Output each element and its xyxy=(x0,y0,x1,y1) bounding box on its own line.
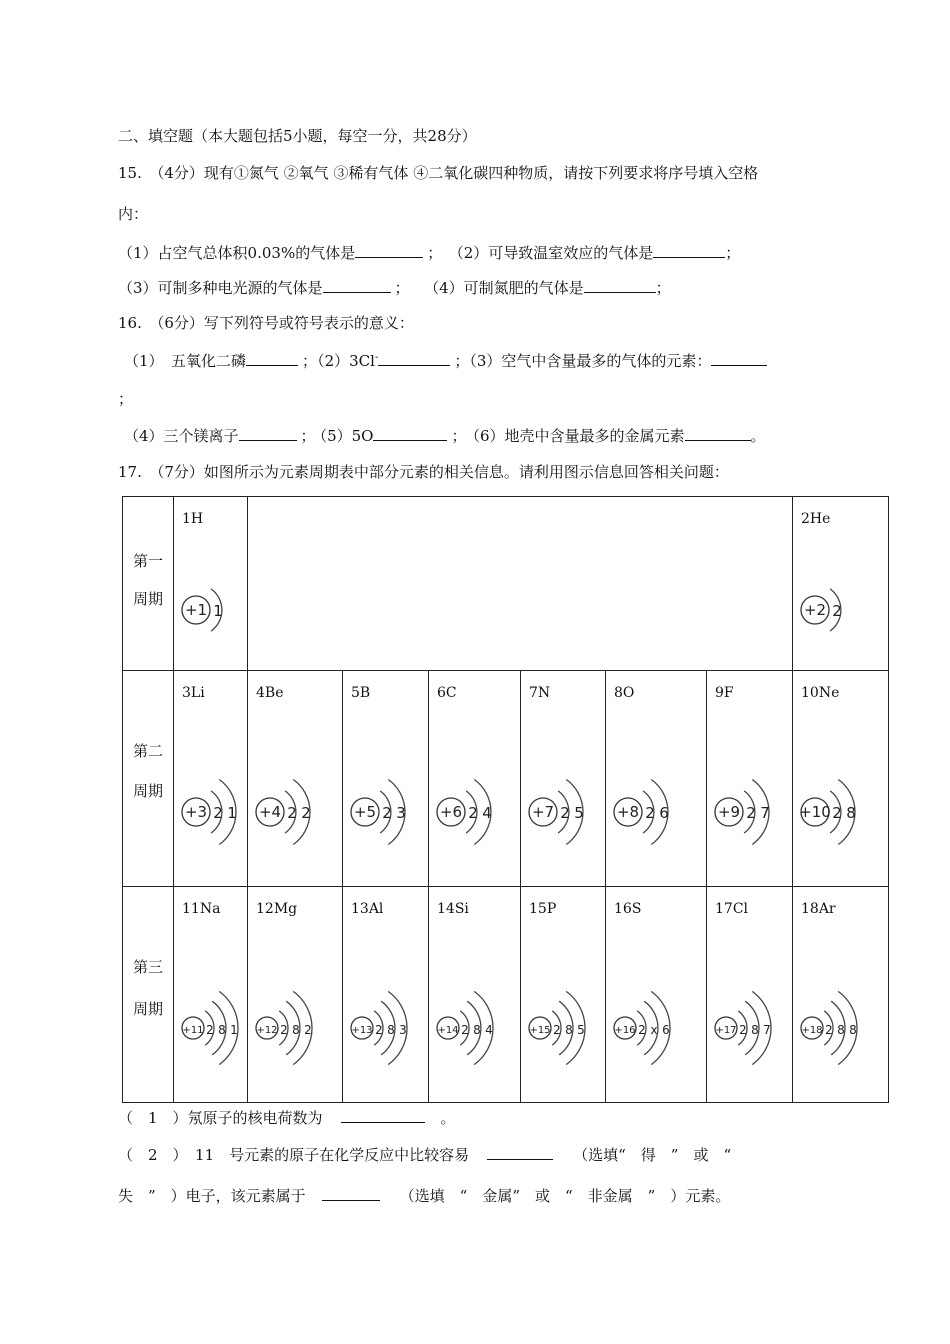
period-label-2 xyxy=(123,671,174,887)
q16-blank6[interactable] xyxy=(685,424,751,441)
element-cell xyxy=(343,671,429,887)
electron-count: 2 xyxy=(560,804,570,822)
element-symbol: 7N xyxy=(529,685,551,701)
electron-count: 2 xyxy=(825,1023,833,1037)
q16-p5: （5）5O xyxy=(319,427,374,445)
nucleus-charge: +18 xyxy=(801,1025,823,1036)
q15-sep2: ； xyxy=(394,279,410,297)
q16-stem: 16. （6分）写下列符号或符号表示的意义： xyxy=(118,314,414,332)
atom-structure-diagram xyxy=(608,983,698,1073)
q15-blank4[interactable] xyxy=(584,276,656,293)
element-cell xyxy=(521,887,606,1103)
q15-p3: （3）可制多种电光源的气体是 xyxy=(118,279,323,297)
nucleus-charge: +1 xyxy=(184,601,208,619)
nucleus-charge: +14 xyxy=(437,1025,459,1036)
electron-count: 2 xyxy=(301,804,311,822)
element-symbol: 15P xyxy=(529,901,557,917)
period-1-a: 第一 xyxy=(132,552,163,570)
element-cell xyxy=(793,671,889,887)
element-cell xyxy=(248,671,343,887)
q15-blank2[interactable] xyxy=(653,241,725,258)
q15-stem: 15. （4分）现有①氮气 ②氧气 ③稀有气体 ④二氧化碳四种物质，请按下列要求将序号填入空格 xyxy=(118,164,759,182)
period-1-b: 周期 xyxy=(132,590,163,608)
electron-count: 1 xyxy=(230,1023,238,1037)
nucleus-charge: +4 xyxy=(258,803,282,821)
q16-p3: （3）空气中含量最多的气体的元素： xyxy=(469,352,712,370)
electron-count: 7 xyxy=(760,804,770,822)
atom-structure-diagram xyxy=(431,767,521,857)
element-cell xyxy=(793,497,889,671)
electron-count: 2 xyxy=(739,1023,747,1037)
period-3-a: 第三 xyxy=(132,958,163,976)
atom-structure-diagram xyxy=(709,767,799,857)
q16-semi-wrap: ； xyxy=(118,390,134,408)
element-cell xyxy=(521,671,606,887)
q15-blank1[interactable] xyxy=(355,241,423,258)
nucleus-charge: +17 xyxy=(715,1025,737,1036)
electron-count: 2 xyxy=(382,804,392,822)
q15-p2: （2）可导致温室效应的气体是 xyxy=(456,244,654,262)
period-2-b: 周期 xyxy=(132,782,163,800)
q17-a1-text: （ 1 ）氖原子的核电荷数为 xyxy=(118,1109,323,1127)
atom-structure-diagram xyxy=(608,767,698,857)
q17-a3 xyxy=(118,1184,730,1206)
element-cell xyxy=(174,497,248,671)
electron-count: 4 xyxy=(482,804,492,822)
electron-count: 2 xyxy=(206,1023,214,1037)
nucleus-charge: +11 xyxy=(182,1025,204,1036)
q15-stem2: 内： xyxy=(118,205,149,223)
nucleus-charge: +5 xyxy=(353,803,377,821)
q15-p1: （1）占空气总体积0.03%的气体是 xyxy=(118,244,356,262)
electron-count: 2 xyxy=(375,1023,383,1037)
element-symbol: 16S xyxy=(614,901,642,917)
element-cell xyxy=(174,887,248,1103)
electron-count: 2 xyxy=(304,1023,312,1037)
electron-count: 8 xyxy=(849,1023,857,1037)
element-symbol: 17Cl xyxy=(715,901,749,917)
electron-count: 1 xyxy=(213,602,223,620)
electron-count: 6 xyxy=(659,804,669,822)
atom-structure-diagram xyxy=(250,767,340,857)
element-symbol: 3Li xyxy=(182,685,205,701)
element-cell xyxy=(248,887,343,1103)
electron-count: 2 xyxy=(746,804,756,822)
element-cell xyxy=(174,671,248,887)
q15-line2 xyxy=(118,276,671,298)
q17-a3-tail: （选填 “ 金属” 或 “ 非金属 ” ）元素。 xyxy=(399,1187,731,1205)
element-cell xyxy=(429,887,521,1103)
element-cell xyxy=(606,887,707,1103)
q17-a2-tail: （选填“ 得 ” 或 “ xyxy=(573,1146,732,1164)
nucleus-charge: +3 xyxy=(184,803,208,821)
q16-semi4: ； xyxy=(451,427,467,445)
nucleus-charge: +16 xyxy=(614,1025,636,1036)
element-symbol: 4Be xyxy=(256,685,284,701)
element-cell xyxy=(343,887,429,1103)
atom-structure-diagram xyxy=(345,767,435,857)
q17-stem: 17. （7分）如图所示为元素周期表中部分元素的相关信息。请利用图示信息回答相关问题： xyxy=(118,463,729,481)
q17-a2-text: （ 2 ） 11 号元素的原子在化学反应中比较容易 xyxy=(118,1146,470,1164)
electron-count: 5 xyxy=(577,1023,585,1037)
element-symbol: 18Ar xyxy=(801,901,836,917)
electron-count: 7 xyxy=(763,1023,771,1037)
atom-structure-diagram xyxy=(431,983,521,1073)
nucleus-charge: +6 xyxy=(439,803,463,821)
electron-count: 4 xyxy=(485,1023,493,1037)
electron-count: 1 xyxy=(227,804,237,822)
atom-structure-diagram xyxy=(795,767,885,857)
element-symbol: 6C xyxy=(437,685,457,701)
q15-p4: （4）可制氮肥的气体是 xyxy=(431,279,584,297)
q17-blank3[interactable] xyxy=(322,1184,380,1201)
element-cell xyxy=(606,671,707,887)
electron-count: 2 xyxy=(832,602,842,620)
nucleus-charge: +12 xyxy=(256,1025,278,1036)
q16-p6: （6）地壳中含量最多的金属元素 xyxy=(472,427,685,445)
element-symbol: 8O xyxy=(614,685,635,701)
q16-p2: （2）3Cl xyxy=(317,352,375,370)
period-3-b: 周期 xyxy=(132,1000,163,1018)
q16-p4: （4）三个镁离子 xyxy=(124,427,239,445)
q16-semi1: ； xyxy=(302,352,318,370)
nucleus-charge: +8 xyxy=(616,803,640,821)
nucleus-charge: +7 xyxy=(531,803,555,821)
electron-count: 8 xyxy=(292,1023,300,1037)
q15-end1: ； xyxy=(725,244,741,262)
nucleus-charge: +2 xyxy=(803,601,827,619)
element-symbol: 9F xyxy=(715,685,734,701)
q16-line1 xyxy=(124,348,767,371)
electron-count: 6 xyxy=(662,1023,670,1037)
q16-blank5[interactable] xyxy=(373,424,447,441)
q15-blank3[interactable] xyxy=(323,276,391,293)
element-symbol: 10Ne xyxy=(801,685,840,701)
element-cell xyxy=(429,671,521,887)
electron-count: 2 xyxy=(213,804,223,822)
electron-count: 3 xyxy=(396,804,406,822)
element-symbol: 1H xyxy=(182,511,204,527)
q16-blank1[interactable] xyxy=(246,349,298,366)
q17-a3-head: 失 ” ）电子，该元素属于 xyxy=(118,1187,306,1205)
element-symbol: 5B xyxy=(351,685,371,701)
q17-a1 xyxy=(118,1106,456,1128)
periodic-table xyxy=(122,496,889,1103)
atom-structure-diagram xyxy=(709,983,799,1073)
element-symbol: 14Si xyxy=(437,901,469,917)
q16-semi3: ； xyxy=(300,427,316,445)
electron-count: 8 xyxy=(837,1023,845,1037)
period-label-1 xyxy=(123,497,174,671)
q15-sep1: ； xyxy=(427,244,443,262)
q17-a2 xyxy=(118,1143,731,1165)
electron-count: 2 xyxy=(645,804,655,822)
atom-structure-diagram xyxy=(795,565,885,655)
electron-count: 2 xyxy=(553,1023,561,1037)
electron-count: 2 xyxy=(832,804,842,822)
element-symbol: 2He xyxy=(801,511,831,527)
atom-structure-diagram xyxy=(250,983,340,1073)
nucleus-charge: +13 xyxy=(351,1025,373,1036)
electron-count: 3 xyxy=(399,1023,407,1037)
period-2-a: 第二 xyxy=(132,742,163,760)
element-symbol: 12Mg xyxy=(256,901,298,917)
atom-structure-diagram xyxy=(523,767,613,857)
electron-count: 2 xyxy=(287,804,297,822)
q16-line2 xyxy=(124,424,766,446)
electron-count: 2 xyxy=(468,804,478,822)
electron-count: 8 xyxy=(565,1023,573,1037)
electron-count: 2 xyxy=(461,1023,469,1037)
section-title: 二、填空题（本大题包括5小题，每空一分，共28分） xyxy=(118,127,477,145)
q16-blank4[interactable] xyxy=(239,424,297,441)
atom-structure-diagram xyxy=(523,983,613,1073)
atom-structure-diagram xyxy=(795,983,885,1073)
nucleus-charge: +15 xyxy=(529,1025,551,1036)
electron-count: 8 xyxy=(846,804,856,822)
element-symbol: 11Na xyxy=(182,901,221,917)
q17-a1-end: 。 xyxy=(440,1109,456,1127)
electron-count: 2 xyxy=(280,1023,288,1037)
q16-period: 。 xyxy=(750,427,766,445)
atom-structure-diagram xyxy=(345,983,435,1073)
q15-end2: ； xyxy=(655,279,671,297)
element-cell xyxy=(707,887,793,1103)
q17-blank1[interactable] xyxy=(341,1106,425,1123)
q16-p2-sup: - xyxy=(374,352,379,363)
q16-semi2: ； xyxy=(454,352,470,370)
q15-line1 xyxy=(118,241,740,263)
element-symbol: 13Al xyxy=(351,901,384,917)
element-cell xyxy=(793,887,889,1103)
electron-count: 8 xyxy=(751,1023,759,1037)
q17-blank2[interactable] xyxy=(487,1143,553,1160)
empty-span xyxy=(248,497,793,671)
nucleus-charge: +10 xyxy=(799,803,831,821)
q16-blank3[interactable] xyxy=(711,349,767,366)
electron-count: x xyxy=(650,1023,658,1037)
q16-p1: （1） 五氧化二磷 xyxy=(124,352,247,370)
element-cell xyxy=(707,671,793,887)
electron-count: 5 xyxy=(574,804,584,822)
electron-count: 8 xyxy=(387,1023,395,1037)
q16-blank2[interactable] xyxy=(378,349,450,366)
electron-count: 8 xyxy=(473,1023,481,1037)
electron-count: 2 xyxy=(638,1023,646,1037)
electron-count: 8 xyxy=(218,1023,226,1037)
nucleus-charge: +9 xyxy=(717,803,741,821)
period-label-3 xyxy=(123,887,174,1103)
